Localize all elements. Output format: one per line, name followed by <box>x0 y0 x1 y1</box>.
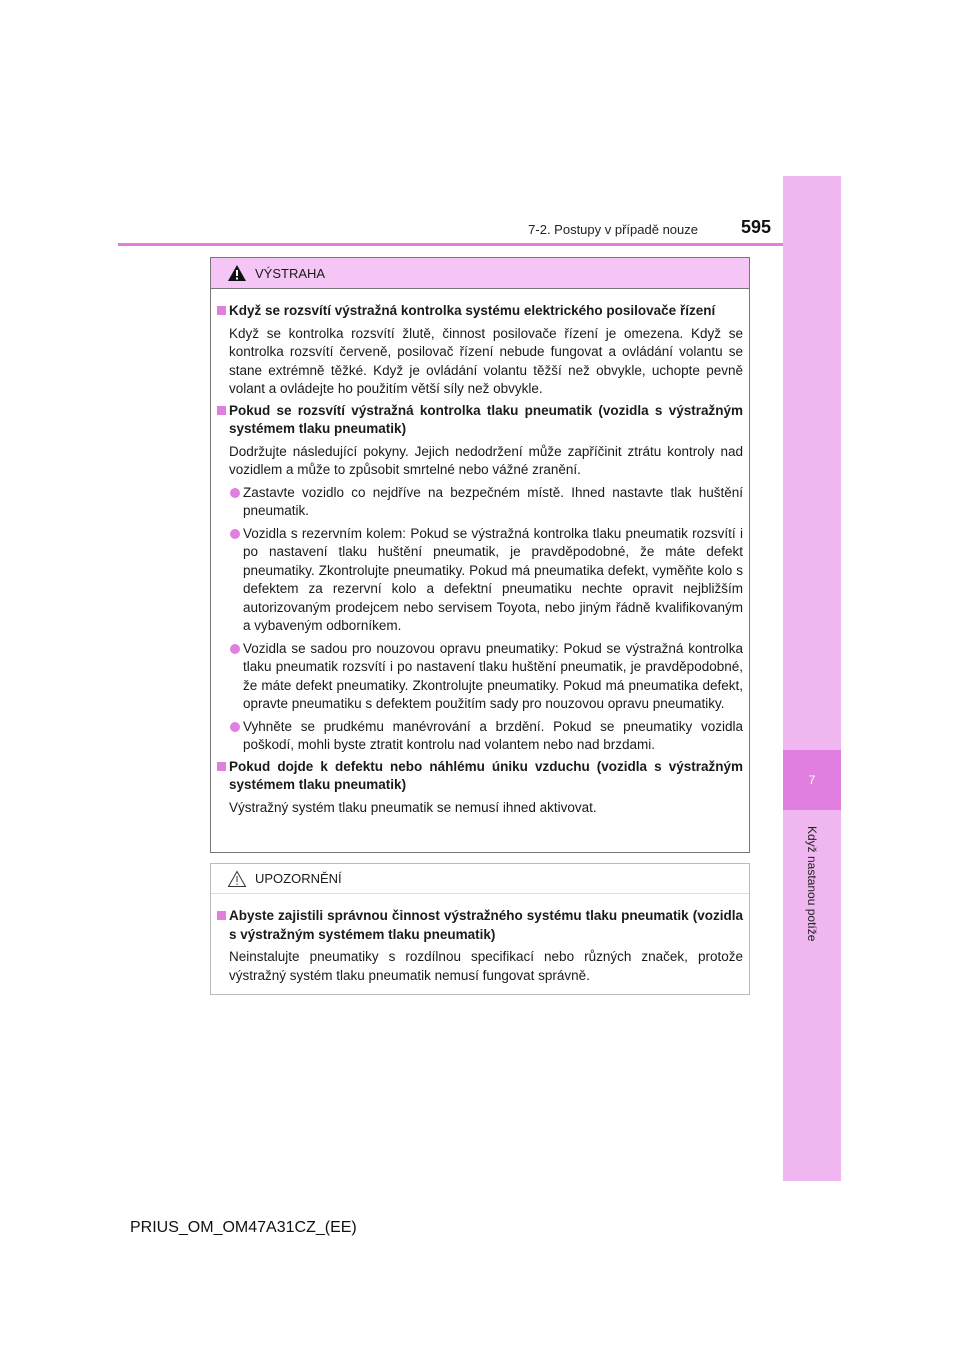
warning-box <box>210 257 750 853</box>
warning-title: VÝSTRAHA <box>255 265 326 281</box>
warning-content <box>211 289 749 817</box>
caution-header <box>211 864 749 894</box>
warning-triangle-filled-icon <box>227 264 247 282</box>
warning-text-3: Výstražný systém tlaku pneumatik se nemusí ihned aktivovat. <box>229 799 597 815</box>
chapter-side-tab <box>783 176 841 1181</box>
warning-text-1: Když se kontrolka rozsvítí žlutě, činnost posilovače řízení je omezena. Když se kontrolka rozsvítí červeně, posilovač řízení nebude fungovat a ovládání volantu se stane extrémně těžké. Když je ovládání volantu těžší než obvykle, uchopte pevně volant a ovládejte ho použitím větší síly než obvykle. <box>229 325 743 396</box>
document-code: PRIUS_OM_OM47A31CZ_(EE) <box>130 1219 357 1236</box>
warning-bullet-2: Vozidla s rezervním kolem: Pokud se výstražná kontrolka tlaku pneumatik rozsvítí i po nastavení tlaku huštění pneumatik, je pravděpodobné, že máte defekt pneumatiky. Zkontrolujte pneumatiky. Pokud má pneumatika defekt, vyměňte kolo s defektem za rezervní kolo a defektní pneumatiku nechte opravit nejbližším autorizovaným prodejcem nebo servisem Toyota, nebo jiným řádně kvalifikovaným a vybaveným odborníkem. <box>217 525 743 636</box>
caution-box <box>210 863 750 995</box>
caution-content <box>211 894 749 985</box>
warning-triangle-outline-icon <box>227 870 247 888</box>
caution-text: Neinstalujte pneumatiky s rozdílnou specifikací nebo různých značek, protože výstražný systém tlaku pneumatik nemusí fungovat správně. <box>229 949 743 983</box>
warning-bullet-3: Vozidla se sadou pro nouzovou opravu pneumatiky: Pokud se výstražná kontrolka tlaku pneumatik rozsvítí i po nastavení tlaku huštění pneumatik, je pravděpodobné, že máte defekt pneumatiky. Zkontrolujte pneumatiky. Pokud má pneumatika defekt, opravte pneumatiku s defektem použitím sady pro nouzovou opravu pneumatiky. <box>217 640 743 714</box>
warning-text-2: Dodržujte následující pokyny. Jejich nedodržení může zapříčinit ztrátu kontroly nad vozidlem a může to způsobit smrtelné nebo vážné zranění. <box>229 443 743 477</box>
section-title: 7-2. Postupy v případě nouze <box>528 222 698 237</box>
warning-heading-2: Pokud se rozsvítí výstražná kontrolka tlaku pneumatik (vozidla s výstražným systémem tlaku pneumatik) <box>217 402 743 439</box>
chapter-number: 7 <box>783 750 841 810</box>
warning-heading-1: Když se rozsvítí výstražná kontrolka systému elektrického posilovače řízení <box>217 302 743 321</box>
warning-heading-3: Pokud dojde k defektu nebo náhlému úniku vzduchu (vozidla s výstražným systémem tlaku pneumatik) <box>217 758 743 795</box>
warning-header <box>211 258 749 289</box>
page-number: 595 <box>741 217 772 237</box>
caution-title: UPOZORNĚNÍ <box>255 871 342 886</box>
chapter-title: Když nastanou potíže <box>805 826 819 942</box>
warning-bullet-1: Zastavte vozidlo co nejdříve na bezpečném místě. Ihned nastavte tlak huštění pneumatik. <box>217 484 743 521</box>
header-divider <box>118 243 783 246</box>
warning-bullet-4: Vyhněte se prudkému manévrování a brzdění. Pokud se pneumatiky vozidla poškodí, mohli byste ztratit kontrolu nad volantem nebo nad brzdami. <box>217 718 743 755</box>
caution-heading: Abyste zajistili správnou činnost výstražného systému tlaku pneumatik (vozidla s výstražným systémem tlaku pneumatik) <box>217 907 743 944</box>
